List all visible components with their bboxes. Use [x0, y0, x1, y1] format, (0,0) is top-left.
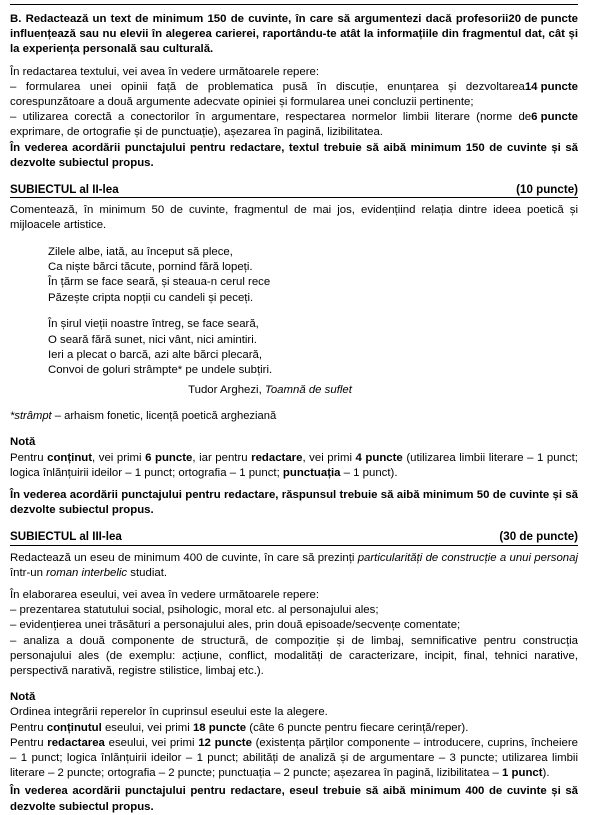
subject-3-nota-content-score	[10, 721, 578, 736]
prompt-emphasis: roman interbelic	[46, 566, 128, 579]
subject-b-criterion-2	[10, 110, 578, 140]
subject-b-prompt	[10, 12, 578, 58]
nota-emphasis: 18 puncte	[192, 721, 247, 734]
subject-3-nota-order: Ordinea integrării reperelor în cuprinsul eseului este la alegere.	[10, 706, 328, 719]
subject-3-criterion: – prezentarea statutului social, psihologic, moral etc. al personajului ales;	[10, 604, 379, 617]
subject-3-nota-redaction-score	[10, 736, 578, 782]
spacer	[10, 58, 578, 65]
poem-stanza-gap	[48, 306, 578, 317]
section-header-subiectul-2	[10, 182, 578, 198]
poem-line: Zilele albe, iată, au început să plece,	[48, 245, 233, 258]
spacer	[10, 171, 578, 182]
subject-b-criterion-2-points: 6 puncte	[531, 111, 578, 124]
subject-b-criterion-1	[10, 80, 578, 110]
subject-2-nota-title: Notă	[10, 436, 36, 449]
subject-2-nota-scoring	[10, 451, 578, 481]
poem-line: În șirul vieții noastre întreg, se face seară,	[48, 318, 259, 331]
nota-text: – 1 punct).	[340, 466, 398, 479]
poem-attribution	[10, 383, 578, 398]
nota-emphasis: 1 punct	[502, 767, 543, 780]
nota-emphasis: conținut	[47, 451, 93, 464]
spacer	[10, 5, 578, 12]
nota-text: , iar pentru	[192, 451, 252, 464]
exam-page	[0, 4, 600, 813]
poem-block	[10, 245, 578, 379]
nota-emphasis: punctuația	[282, 466, 341, 479]
nota-emphasis: conținutul	[46, 721, 102, 734]
prompt-emphasis: particularități de construcție a unui personaj	[357, 551, 578, 564]
subject-b-criterion-2-text: – utilizarea corectă a conectorilor în argumentare, respectarea normelor limbii literare (norme de exprimare, de ortografie și de punctuație), așezarea în pagină, lizibilitatea.	[10, 111, 532, 139]
subject-3-prompt	[10, 551, 578, 581]
poem-line: Ca niște bărci tăcute, pornind fără lopeți.	[48, 261, 253, 274]
subject-3-intro: În elaborarea eseului, vei avea în vedere următoarele repere:	[10, 588, 319, 601]
subject-b-intro: În redactarea textului, vei avea în vedere următoarele repere:	[10, 65, 319, 78]
poem-line: Convoi de goluri strâmpte* pe undele subțiri.	[48, 364, 273, 377]
poem-author: Tudor Arghezi,	[188, 383, 262, 396]
nota-emphasis: redactarea	[47, 736, 105, 749]
footnote-text: – arhaism fonetic, licență poetică argheziană	[51, 410, 277, 423]
subject-b-points: 20 de puncte	[508, 13, 578, 25]
subject-3-criterion: – evidențierea unei trăsături a personajului ales, prin două episoade/secvențe comentate;	[10, 619, 461, 632]
nota-text: , vei primi	[302, 451, 356, 464]
spacer	[10, 581, 578, 588]
footnote-term: *strâmpt	[10, 410, 52, 423]
subject-b-criterion-1-points: 14 puncte	[524, 80, 578, 93]
spacer	[10, 679, 578, 690]
nota-text: eseului, vei primi	[101, 721, 193, 734]
subject-2-nota-minimum: În vederea acordării punctajului pentru redactare, răspunsul trebuie să aibă minimum 50 de cuvinte și să dezvolte subiectul propus.	[10, 488, 578, 517]
spacer	[10, 481, 578, 488]
nota-text: Pentru	[10, 451, 48, 464]
section-title-subiectul-2: SUBIECTUL al II-lea	[10, 183, 119, 197]
nota-text: (utilizarea limbii literare – 1 punct; logica înlănțuirii ideilor – 1 punct; ortografia – 1 punct;	[10, 451, 578, 479]
spacer	[10, 424, 578, 435]
nota-emphasis: 6 puncte	[145, 451, 193, 464]
subject-b-prompt-text: Redactează un text de minimum 150 de cuvinte, în care să argumentezi dacă profesorii influențează sau nu elevii în alegerea carierei, raportându-te atât la informațiile din fragmentul dat, cât și la experiența personală sau culturală.	[10, 13, 578, 56]
subject-b-criterion-1-text: – formularea unei opinii față de problematica pusă în discuție, enunțarea și dezvoltarea corespunzătoare a două argumente adecvate opiniei și formularea unei concluzii pertinente;	[10, 80, 525, 109]
subject-3-nota-minimum: În vederea acordării punctajului pentru redactare, eseul trebuie să aibă minimum 400 de cuvinte și să dezvolte subiectul propus.	[10, 785, 578, 813]
subject-3-nota-title: Notă	[10, 691, 36, 704]
prompt-text: studiat.	[127, 566, 168, 579]
section-points-subiectul-2: (10 puncte)	[516, 183, 578, 197]
poem-line: O seară fără sunet, nici vânt, nici amintiri.	[48, 333, 257, 346]
spacer	[10, 398, 578, 409]
subject-b-note: În vederea acordării punctajului pentru redactare, textul trebuie să aibă minimum 150 de cuvinte și să dezvolte subiectul propus.	[10, 141, 578, 169]
nota-text: Pentru	[10, 721, 47, 734]
nota-text: (câte 6 puncte pentru fiecare cerință/reper).	[246, 721, 469, 734]
nota-emphasis: redactare	[251, 451, 303, 464]
nota-emphasis: 4 puncte	[355, 451, 403, 464]
prompt-text: într-un	[10, 566, 47, 579]
nota-text: eseului, vei primi	[104, 736, 199, 749]
poem-title: Toamnă de suflet	[264, 383, 352, 396]
subject-2-prompt: Comentează, în minimum 50 de cuvinte, fragmentul de mai jos, evidențiind relația dintre ideea poetică și mijloacele artistice.	[10, 204, 578, 232]
prompt-text: Redactează un eseu de minimum 400 de cuvinte, în care să prezinți	[10, 551, 358, 564]
spacer	[10, 518, 578, 529]
subject-b-prompt-label: B.	[10, 13, 22, 25]
nota-emphasis: 12 puncte	[198, 736, 252, 749]
subject-3-criteria-list	[10, 603, 578, 679]
section-points-subiectul-3: (30 de puncte)	[499, 530, 578, 544]
poem-line: Ieri a plecat o barcă, azi alte bărci plecară,	[48, 349, 263, 362]
section-header-subiectul-3	[10, 529, 578, 545]
subject-3-criterion: – analiza a două componente de structură, de compoziție și de limbaj, semnificative pentru construcția personajului ales (de exemplu: acțiune, conflict, modalități de caracterizare, incipit, final, tehnici narative, perspectivă narativă, registre stilistice, limbaj etc.).	[10, 634, 578, 677]
nota-text: Pentru	[10, 736, 48, 749]
poem-line: Păzește cripta nopții cu candeli și peceți.	[48, 291, 254, 304]
poem-footnote	[10, 409, 578, 424]
section-title-subiectul-3: SUBIECTUL al III-lea	[10, 530, 122, 544]
nota-text: , vei primi	[92, 451, 146, 464]
poem-line: În țărm se face seară, și steaua-n cerul rece	[48, 276, 271, 289]
nota-text: ).	[542, 767, 550, 780]
nota-text: (existența părților componente – introducere, cuprins, încheiere – 1 punct; logica înlănțuirii ideilor – 1 punct; abilități de analiză și de argumentare – 3 puncte; utilizarea limbii literare – 2 puncte; ortografia – 2 puncte; punctuația – 2 puncte; așezarea în pagină, lizibilitatea –	[10, 736, 578, 780]
spacer	[10, 234, 578, 245]
